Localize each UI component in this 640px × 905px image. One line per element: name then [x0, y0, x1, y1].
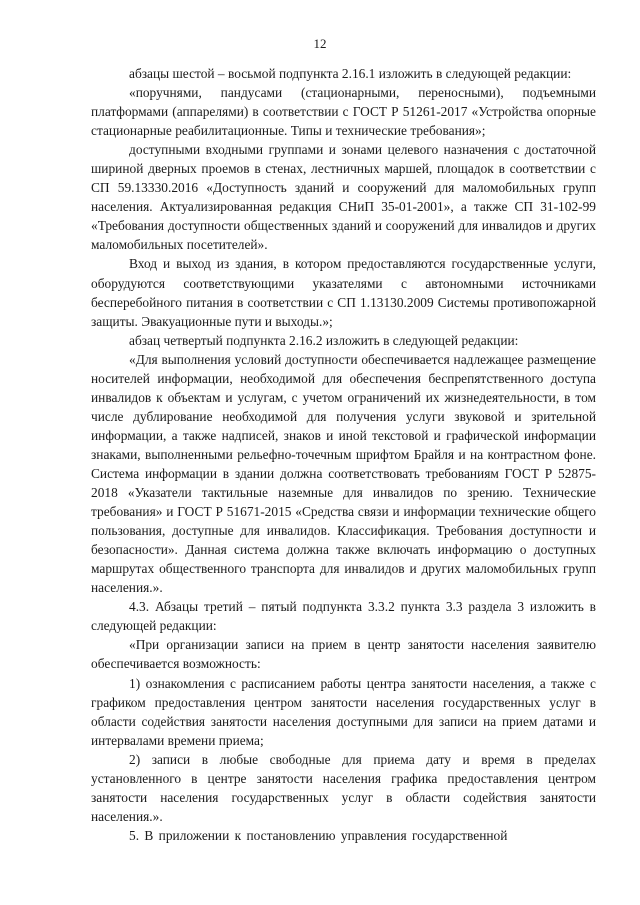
paragraph-8: «При организации записи на прием в центр занятости населения заявителю обеспечивается возможность: — [91, 637, 596, 672]
paragraph-7: 4.3. Абзацы третий – пятый подпункта 3.3.2 пункта 3.3 раздела 3 изложить в следующей редакции: — [91, 599, 596, 634]
paragraph-2: «поручнями, пандусами (стационарными, переносными), подъемными платформами (аппарелями) в соответствии с ГОСТ Р 51261-2017 «Устройства опорные стационарные реабилитационные. Типы и технические требования»; — [91, 85, 596, 139]
document-body — [91, 64, 596, 845]
paragraph-3: доступными входными группами и зонами целевого назначения с достаточной шириной дверных проемов в стенах, лестничных маршей, площадок в соответствии с СП 59.13330.2016 «Доступность зданий и сооружений для маломобильных групп населения. Актуализированная редакция СНиП 35-01-2001», а также СП 31-102-99 «Требования доступности общественных зданий и сооружений для инвалидов и других маломобильных посетителей». — [91, 142, 596, 253]
paragraph-6: «Для выполнения условий доступности обеспечивается надлежащее размещение носителей информации, необходимой для обеспечения беспрепятственного доступа инвалидов к объектам и услугам, с учетом ограничений их жизнедеятельности, в том числе дублирование необходимой для получения услуги звуковой и зрительной информации, а также надписей, знаков и иной текстовой и графической информации знаками, выполненными рельефно-точечным шрифтом Брайля и на контрастном фоне. Система информации в здании должна соответствовать требованиям ГОСТ Р 52875-2018 «Указатели тактильные наземные для инвалидов по зрению. Технические требования» и ГОСТ Р 51671-2015 «Средства связи и информации технические общего пользования, доступные для инвалидов. Классификация. Требования доступности и безопасности». Данная система должна также включать информацию о доступных маршрутах общественного транспорта для инвалидов и других маломобильных групп населения.». — [91, 351, 596, 596]
paragraph-4: Вход и выход из здания, в котором предоставляются государственные услуги, оборудуются соответствующими указателями с автономными источниками бесперебойного питания в соответствии с СП 1.13130.2009 Системы противопожарной защиты. Эвакуационные пути и выходы.»; — [91, 256, 596, 329]
paragraph-1: абзацы шестой – восьмой подпункта 2.16.1 изложить в следующей редакции: — [129, 66, 572, 81]
page-number: 12 — [313, 36, 327, 51]
paragraph-10: 2) записи в любые свободные для приема дату и время в пределах установленного в центре занятости населения графика предоставления центром занятости населения государственных услуг в области содействия занятости населения.». — [91, 751, 596, 824]
paragraph-11: 5. В приложении к постановлению управления государственной — [129, 827, 508, 843]
paragraph-9: 1) ознакомления с расписанием работы центра занятости населения, а также с графиком предоставления центром занятости населения государственных услуг в области содействия занятости населения доступными для записи на прием датами и интервалами времени приема; — [91, 675, 596, 748]
paragraph-5: абзац четвертый подпункта 2.16.2 изложить в следующей редакции: — [129, 332, 519, 348]
